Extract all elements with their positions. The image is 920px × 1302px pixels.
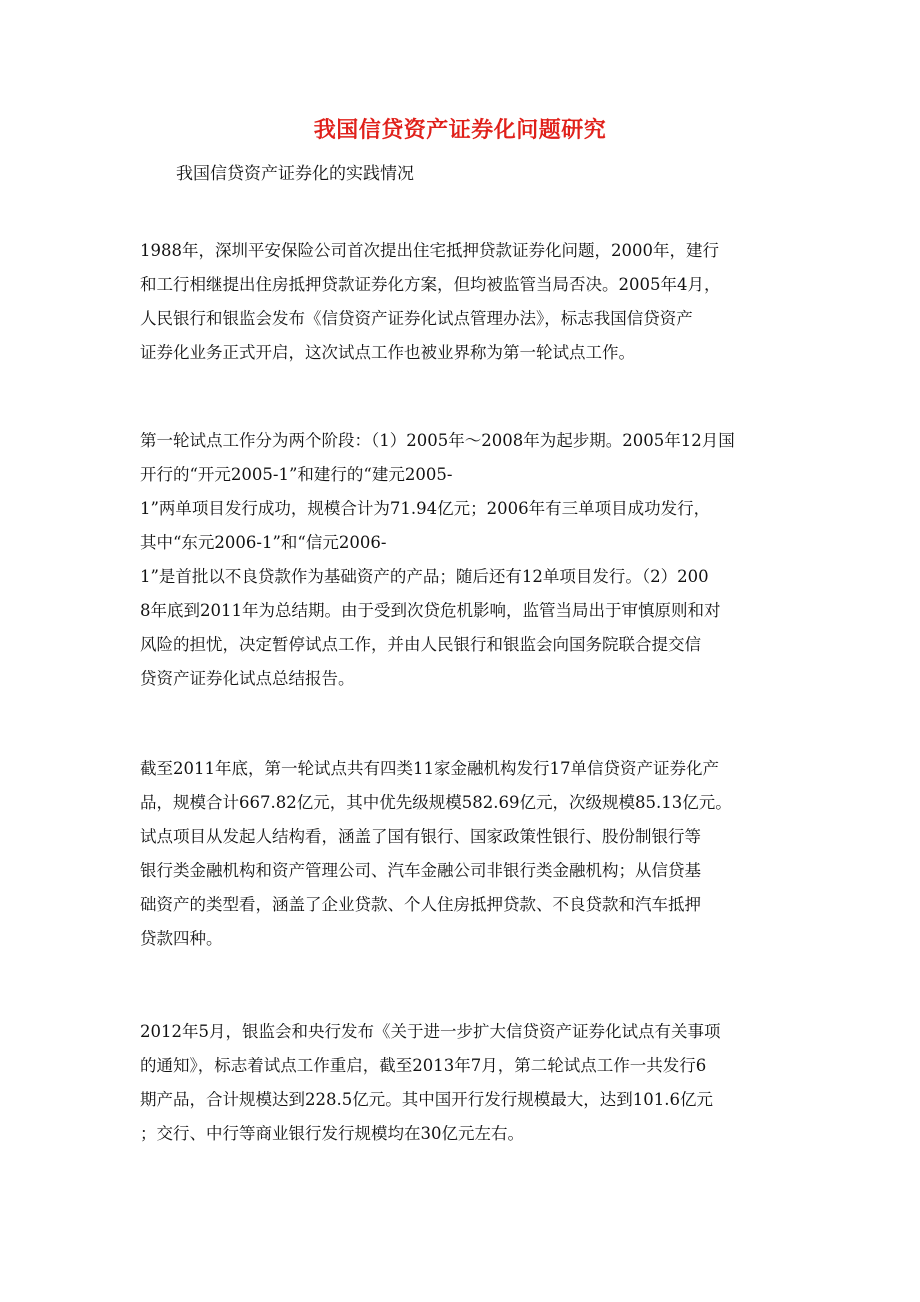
paragraph-line: ；交行、中行等商业银行发行规模均在30亿元左右。	[140, 1124, 524, 1143]
paragraph-line: 人民银行和银监会发布《信贷资产证券化试点管理办法》，标志我国信贷资产	[140, 309, 693, 328]
paragraph-line: 2012年5月，银监会和央行发布《关于进一步扩大信贷资产证券化试点有关事项	[140, 1022, 721, 1041]
paragraph-line: 1”是首批以不良贷款作为基础资产的产品；随后还有12单项目发行。（2）200	[140, 567, 709, 586]
section-subtitle: 我国信贷资产证券化的实践情况	[176, 164, 414, 184]
paragraph-line: 1988年，深圳平安保险公司首次提出住宅抵押贷款证券化问题，2000年，建行	[140, 241, 719, 260]
paragraph-line: 证券化业务正式开启，这次试点工作也被业界称为第一轮试点工作。	[140, 343, 635, 362]
paragraph-line: 贷款四种。	[140, 929, 223, 948]
paragraph-line: 础资产的类型看，涵盖了企业贷款、个人住房抵押贷款、不良贷款和汽车抵押	[140, 895, 701, 914]
paragraph-line: 风险的担忧，决定暂停试点工作，并由人民银行和银监会向国务院联合提交信	[140, 635, 701, 654]
paragraph-line: 1”两单项目发行成功，规模合计为71.94亿元；2006年有三单项目成功发行，	[140, 499, 711, 518]
paragraph-line: 期产品，合计规模达到228.5亿元。其中国开行发行规模最大，达到101.6亿元	[140, 1090, 713, 1109]
paragraph-line: 的通知》，标志着试点工作重启，截至2013年7月，第二轮试点工作一共发行6	[140, 1056, 707, 1075]
paragraph	[140, 234, 790, 370]
paragraph	[140, 752, 790, 956]
paragraph-line: 开行的“开元2005-1”和建行的“建元2005-	[140, 465, 453, 484]
document-title: 我国信贷资产证券化问题研究	[313, 118, 607, 143]
paragraph-line: 品，规模合计667.82亿元，其中优先级规模582.69亿元，次级规模85.13亿元。	[140, 793, 732, 812]
paragraph-line: 和工行相继提出住房抵押贷款证券化方案，但均被监管当局否决。2005年4月，	[140, 275, 721, 294]
paragraph	[140, 1015, 790, 1151]
paragraph-line: 其中“东元2006-1”和“信元2006-	[140, 533, 387, 552]
paragraph-line: 8年底到2011年为总结期。由于受到次贷危机影响，监管当局出于审慎原则和对	[140, 601, 721, 620]
paragraph-line: 第一轮试点工作分为两个阶段：（1）2005年～2008年为起步期。2005年12月国	[140, 431, 735, 450]
paragraph	[140, 424, 790, 696]
paragraph-line: 银行类金融机构和资产管理公司、汽车金融公司非银行类金融机构；从信贷基	[140, 861, 701, 880]
paragraph-line: 贷资产证券化试点总结报告。	[140, 669, 355, 688]
paragraph-line: 截至2011年底，第一轮试点共有四类11家金融机构发行17单信贷资产证券化产	[140, 759, 719, 778]
paragraph-line: 试点项目从发起人结构看，涵盖了国有银行、国家政策性银行、股份制银行等	[140, 827, 701, 846]
